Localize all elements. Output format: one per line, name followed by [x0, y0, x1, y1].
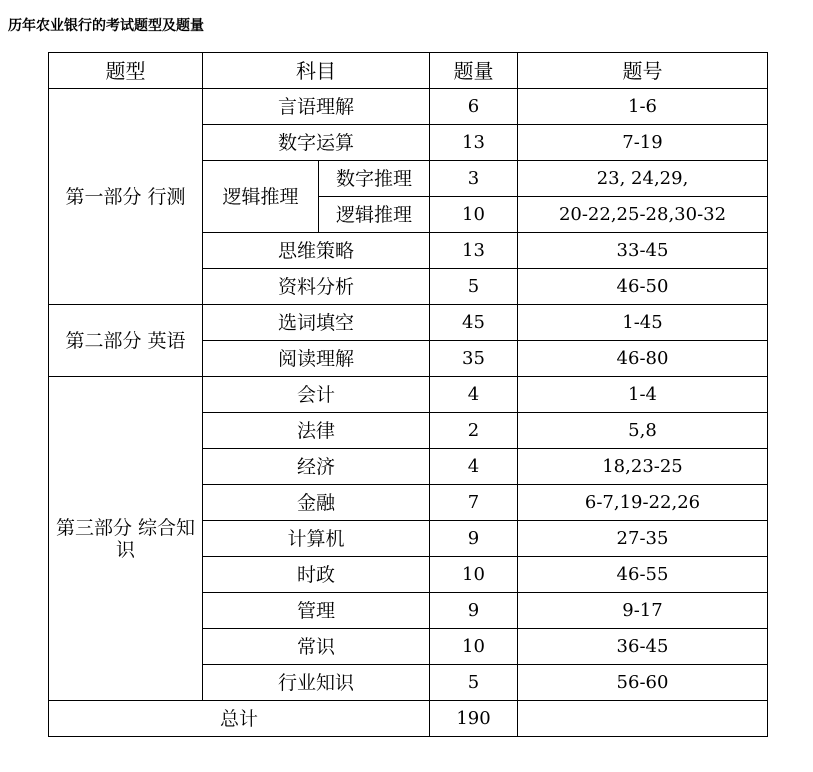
subject-cell: 思维策略 — [203, 233, 430, 269]
header-subject: 科目 — [203, 53, 430, 89]
subject-cell: 管理 — [203, 593, 430, 629]
count-cell: 35 — [430, 341, 518, 377]
count-cell: 6 — [430, 89, 518, 125]
numbers-cell: 6-7,19-22,26 — [518, 485, 768, 521]
subject-cell: 时政 — [203, 557, 430, 593]
header-numbers: 题号 — [518, 53, 768, 89]
numbers-cell: 56-60 — [518, 665, 768, 701]
subject-cell: 行业知识 — [203, 665, 430, 701]
subject-cell: 数字运算 — [203, 125, 430, 161]
subject-cell: 资料分析 — [203, 269, 430, 305]
subject-cell: 金融 — [203, 485, 430, 521]
numbers-cell: 23, 24,29, — [518, 161, 768, 197]
subject-cell: 常识 — [203, 629, 430, 665]
total-row — [49, 701, 768, 737]
numbers-cell: 27-35 — [518, 521, 768, 557]
numbers-cell: 20-22,25-28,30-32 — [518, 197, 768, 233]
table-row — [49, 377, 768, 413]
header-type: 题型 — [49, 53, 203, 89]
count-cell: 5 — [430, 269, 518, 305]
subject-group-cell: 逻辑推理 — [203, 161, 319, 233]
count-cell: 7 — [430, 485, 518, 521]
count-cell: 5 — [430, 665, 518, 701]
table-row — [49, 305, 768, 341]
numbers-cell: 36-45 — [518, 629, 768, 665]
subject-cell: 选词填空 — [203, 305, 430, 341]
section-label-english: 第二部分 英语 — [49, 305, 203, 377]
header-count: 题量 — [430, 53, 518, 89]
numbers-cell: 1-4 — [518, 377, 768, 413]
total-label: 总计 — [49, 701, 430, 737]
numbers-cell: 46-50 — [518, 269, 768, 305]
numbers-cell: 5,8 — [518, 413, 768, 449]
subject-cell: 会计 — [203, 377, 430, 413]
subject-cell: 数字推理 — [319, 161, 430, 197]
numbers-cell: 33-45 — [518, 233, 768, 269]
numbers-cell: 9-17 — [518, 593, 768, 629]
total-count: 190 — [430, 701, 518, 737]
total-numbers — [518, 701, 768, 737]
section-label-general: 第三部分 综合知识 — [49, 377, 203, 701]
subject-cell: 阅读理解 — [203, 341, 430, 377]
page-title: 历年农业银行的考试题型及题量 — [8, 18, 204, 34]
section-label-xingce: 第一部分 行测 — [49, 89, 203, 305]
count-cell: 10 — [430, 197, 518, 233]
count-cell: 10 — [430, 557, 518, 593]
numbers-cell: 18,23-25 — [518, 449, 768, 485]
count-cell: 45 — [430, 305, 518, 341]
header-row — [49, 53, 768, 89]
count-cell: 9 — [430, 593, 518, 629]
numbers-cell: 1-6 — [518, 89, 768, 125]
numbers-cell: 7-19 — [518, 125, 768, 161]
exam-table — [48, 52, 768, 737]
numbers-cell: 46-80 — [518, 341, 768, 377]
count-cell: 2 — [430, 413, 518, 449]
subject-cell: 逻辑推理 — [319, 197, 430, 233]
subject-cell: 法律 — [203, 413, 430, 449]
count-cell: 13 — [430, 125, 518, 161]
numbers-cell: 1-45 — [518, 305, 768, 341]
subject-cell: 经济 — [203, 449, 430, 485]
count-cell: 3 — [430, 161, 518, 197]
subject-cell: 计算机 — [203, 521, 430, 557]
count-cell: 9 — [430, 521, 518, 557]
table-row — [49, 89, 768, 125]
subject-cell: 言语理解 — [203, 89, 430, 125]
count-cell: 10 — [430, 629, 518, 665]
count-cell: 4 — [430, 449, 518, 485]
count-cell: 4 — [430, 377, 518, 413]
count-cell: 13 — [430, 233, 518, 269]
numbers-cell: 46-55 — [518, 557, 768, 593]
